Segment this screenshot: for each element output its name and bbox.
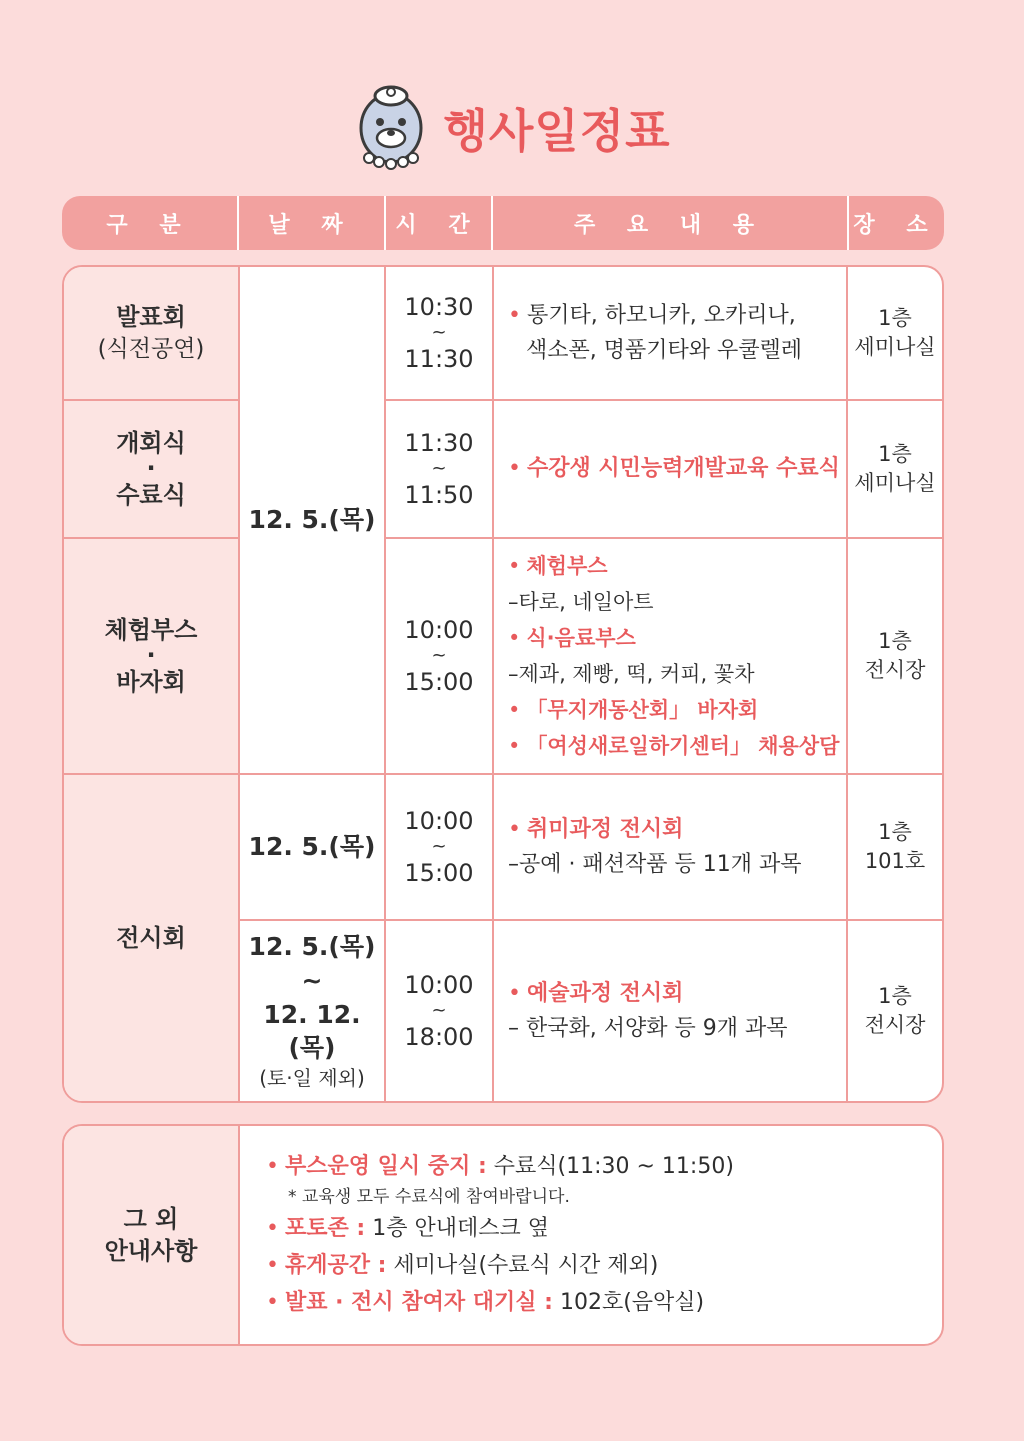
- time-end: 18:00: [404, 1023, 474, 1052]
- time-end: 15:00: [404, 859, 474, 888]
- content-highlight: 「여성새로일하기센터」 채용상담: [526, 734, 840, 759]
- divider: [492, 267, 494, 1101]
- note-label: 발표 · 전시 참여자 대기실 :: [284, 1290, 553, 1316]
- place-floor: 1층: [878, 628, 912, 653]
- content-highlight: 체험부스: [526, 553, 608, 578]
- content-text: –타로, 네일아트: [508, 589, 654, 614]
- place-floor: 1층: [878, 305, 912, 330]
- divider: [384, 399, 944, 401]
- note-value: 1층 안내데스크 옆: [365, 1215, 549, 1241]
- category-booth: [64, 539, 238, 773]
- time-tilde: ~: [431, 321, 447, 343]
- time-cell-r5: [386, 921, 492, 1101]
- place-room: 전시장: [864, 1013, 926, 1037]
- content-cell-r2: [494, 401, 846, 537]
- table-header: [62, 196, 944, 250]
- content-highlight: 수강생 시민능력개발교육 수료식: [526, 456, 840, 482]
- category-ceremony: [64, 401, 238, 537]
- divider: [384, 537, 944, 539]
- header-place: 장 소: [847, 196, 944, 250]
- content-highlight: 「무지개동산회」 바자회: [526, 698, 759, 723]
- time-tilde: ~: [431, 457, 447, 479]
- bullet: •: [508, 302, 521, 328]
- time-end: 15:00: [404, 668, 474, 697]
- divider: [238, 267, 240, 1101]
- place-room: 101호: [864, 849, 926, 873]
- bullet: •: [266, 1252, 279, 1278]
- note-value: 세미나실(수료식 시간 제외): [386, 1252, 659, 1278]
- category-dot: ·: [146, 641, 156, 670]
- category-sublabel: (식전공연): [97, 335, 205, 362]
- date-tilde: ~: [301, 965, 323, 995]
- place-room: 세미나실: [854, 335, 936, 359]
- bullet: •: [508, 698, 521, 723]
- content-text: 색소폰, 명품기타와 우쿨렐레: [526, 338, 803, 363]
- category-label: 수료식: [116, 480, 186, 509]
- category-dot: ·: [146, 454, 156, 483]
- date-cell-shared: [240, 267, 384, 773]
- place-cell-r4: [848, 775, 942, 919]
- content-text: –공예 · 패션작품 등 11개 과목: [508, 852, 802, 877]
- divider: [384, 267, 386, 1101]
- category-label: 전시회: [116, 923, 186, 952]
- place-floor: 1층: [878, 441, 912, 466]
- note-subtext: * 교육생 모두 수료식에 참여바랍니다.: [288, 1186, 570, 1207]
- date-text: 12. 5.(목): [248, 832, 376, 862]
- bullet: •: [266, 1154, 279, 1180]
- note-item: [266, 1148, 942, 1185]
- content-highlight: 식·음료부스: [526, 625, 636, 650]
- bullet: •: [508, 734, 521, 759]
- divider: [64, 537, 240, 539]
- content-highlight: 예술과정 전시회: [526, 980, 684, 1006]
- time-start: 10:30: [404, 292, 474, 321]
- category-label: 체험부스: [104, 616, 198, 645]
- place-room: 세미나실: [854, 471, 936, 495]
- category-presentation: [64, 267, 238, 399]
- time-tilde: ~: [431, 835, 447, 857]
- divider: [846, 267, 848, 1101]
- notes-category: [64, 1126, 238, 1344]
- note-label: 포토존 :: [284, 1215, 366, 1241]
- time-end: 11:50: [404, 481, 474, 510]
- header-content: 주 요 내 용: [491, 196, 847, 250]
- note-item: [266, 1284, 942, 1321]
- content-cell-r1: [494, 267, 846, 399]
- date-note: (토·일 제외): [259, 1066, 365, 1090]
- category-label: 안내사항: [104, 1237, 198, 1265]
- note-item: [266, 1210, 942, 1247]
- header-time: 시 간: [384, 196, 491, 250]
- time-cell-r1: [386, 267, 492, 399]
- time-cell-r3: [386, 539, 492, 773]
- bullet: •: [508, 625, 521, 650]
- content-text: 통기타, 하모니카, 오카리나,: [526, 302, 796, 328]
- time-start: 11:30: [404, 428, 474, 457]
- divider: [64, 773, 944, 775]
- header-category: 구 분: [106, 212, 193, 238]
- date-text: 12. 12.(목): [263, 999, 361, 1063]
- bullet: •: [508, 816, 521, 842]
- note-value: 수료식(11:30 ~ 11:50): [486, 1154, 734, 1180]
- note-label: 부스운영 일시 중지 :: [284, 1154, 487, 1180]
- place-floor: 1층: [878, 819, 912, 844]
- place-cell-r3: [848, 539, 942, 773]
- time-end: 11:30: [404, 345, 474, 374]
- place-cell-r1: [848, 267, 942, 399]
- date-cell-hobby: [240, 775, 384, 919]
- time-tilde: ~: [431, 644, 447, 666]
- place-cell-r2: [848, 401, 942, 537]
- bullet: •: [508, 980, 521, 1006]
- notes-box: [62, 1124, 944, 1346]
- date-cell-art: [240, 921, 384, 1101]
- time-start: 10:00: [404, 970, 474, 999]
- place-floor: 1층: [878, 983, 912, 1008]
- bullet: •: [266, 1215, 279, 1241]
- time-tilde: ~: [431, 999, 447, 1021]
- time-cell-r4: [386, 775, 492, 919]
- date-text: 12. 5.(목): [248, 505, 376, 535]
- content-text: – 한국화, 서양화 등 9개 과목: [508, 1016, 788, 1041]
- note-item: [266, 1247, 942, 1284]
- note-value: 102호(음악실): [552, 1290, 705, 1316]
- divider: [64, 399, 240, 401]
- time-start: 10:00: [404, 806, 474, 835]
- notes-body: [240, 1126, 942, 1344]
- content-cell-r4: [494, 775, 846, 919]
- category-label: 발표회: [116, 303, 186, 332]
- schedule-table: [62, 265, 944, 1103]
- time-cell-r2: [386, 401, 492, 537]
- bullet: •: [508, 553, 521, 578]
- title-area: [0, 78, 1024, 178]
- place-cell-r5: [848, 921, 942, 1101]
- time-start: 10:00: [404, 615, 474, 644]
- page-title: 행사일정표: [443, 104, 671, 158]
- category-exhibition: [64, 775, 238, 1101]
- content-cell-r3: [494, 539, 846, 773]
- content-highlight: 취미과정 전시회: [526, 816, 684, 842]
- place-room: 전시장: [864, 658, 926, 682]
- category-label: 개회식: [116, 429, 186, 458]
- divider: [238, 919, 944, 921]
- bullet: •: [266, 1290, 279, 1316]
- header-date: 날 짜: [237, 196, 384, 250]
- content-text: –제과, 제빵, 떡, 커피, 꽃차: [508, 662, 755, 686]
- content-cell-r5: [494, 921, 846, 1101]
- seal-mascot-icon: [353, 82, 429, 174]
- category-label: 바자회: [116, 667, 186, 696]
- date-text: 12. 5.(목): [248, 932, 376, 961]
- bullet: •: [508, 456, 521, 482]
- category-label: 그 외: [123, 1204, 179, 1233]
- note-label: 휴게공간 :: [284, 1252, 387, 1278]
